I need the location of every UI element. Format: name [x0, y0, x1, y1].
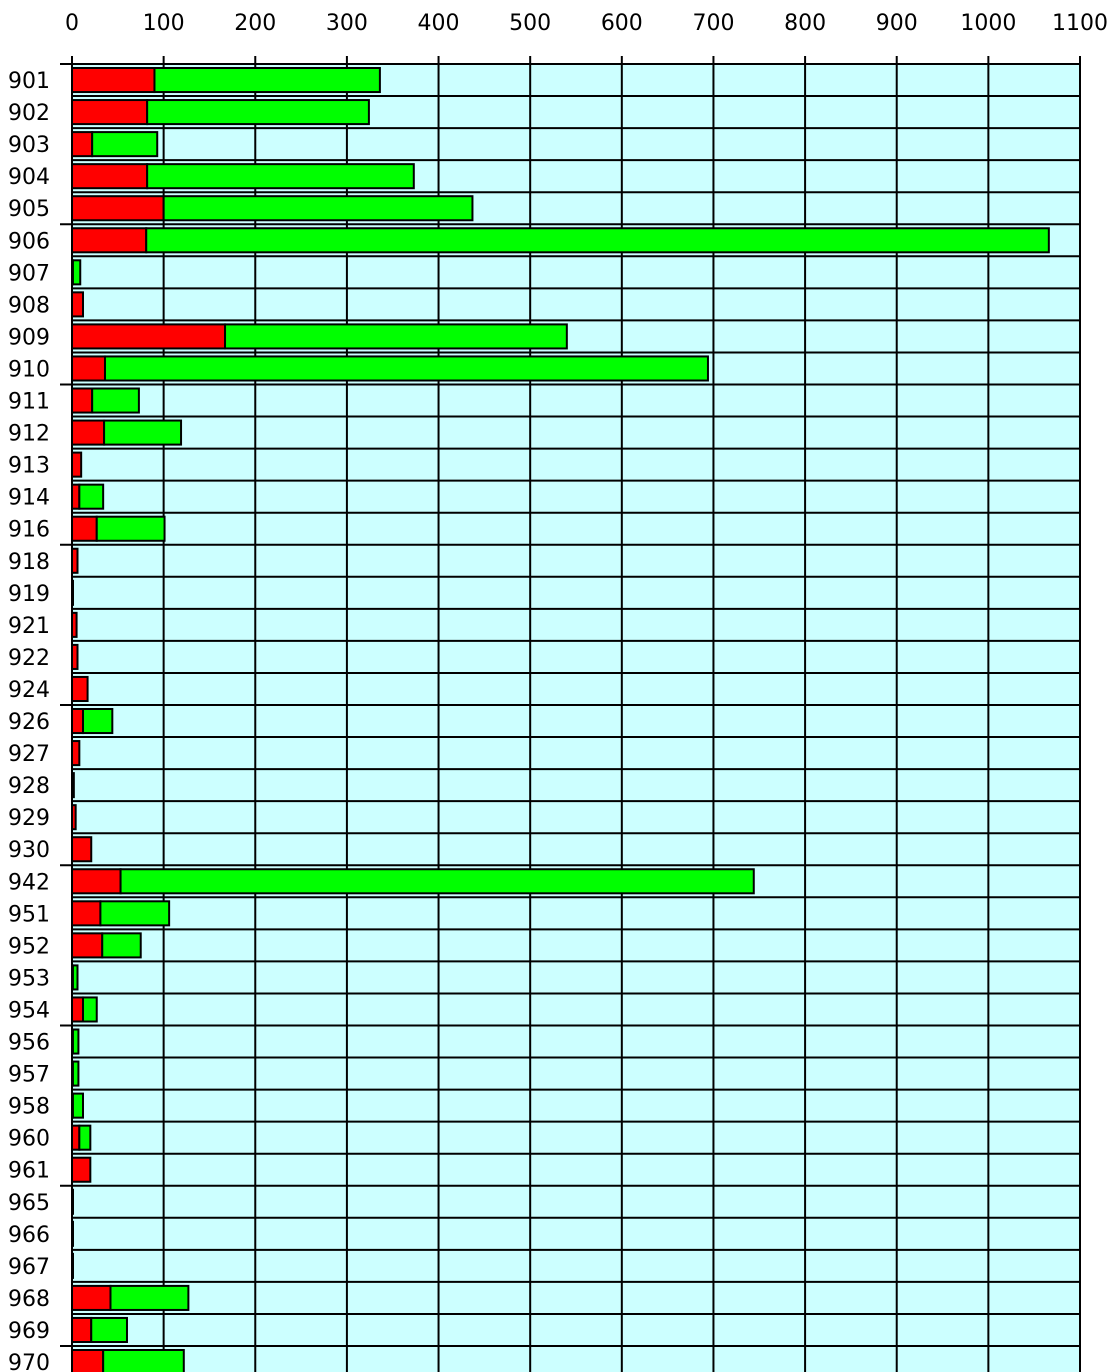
bar-series-1-924 — [72, 677, 88, 701]
bar-series-1-910 — [72, 356, 105, 380]
bar-series-1-906 — [72, 228, 146, 252]
bar-series-1-942 — [72, 869, 121, 893]
category-label: 930 — [8, 838, 50, 864]
bar-series-1-969 — [72, 1318, 91, 1342]
category-label: 969 — [8, 1318, 50, 1344]
bar-series-1-960 — [72, 1126, 79, 1150]
category-label: 908 — [8, 293, 50, 319]
bar-series-2-912 — [104, 421, 181, 445]
bar-series-2-909 — [225, 324, 567, 348]
category-label: 968 — [8, 1286, 50, 1312]
bar-series-1-908 — [72, 292, 83, 316]
bar-series-1-912 — [72, 421, 104, 445]
category-label: 928 — [8, 774, 50, 800]
category-label: 913 — [8, 453, 50, 479]
bar-series-2-926 — [83, 709, 112, 733]
bar-series-1-914 — [72, 485, 79, 509]
bar-series-2-904 — [147, 164, 414, 188]
category-label: 901 — [8, 69, 50, 95]
bar-series-2-957 — [73, 1062, 78, 1086]
category-label: 965 — [8, 1190, 50, 1216]
bar-series-1-904 — [72, 164, 147, 188]
category-label: 914 — [8, 485, 50, 511]
bar-series-2-906 — [146, 228, 1049, 252]
category-label: 958 — [8, 1094, 50, 1120]
x-tick-label: 400 — [417, 11, 460, 36]
bar-series-1-911 — [72, 389, 92, 413]
category-label: 903 — [8, 133, 50, 159]
category-label: 909 — [8, 325, 50, 351]
bar-series-2-942 — [121, 869, 754, 893]
bar-series-1-961 — [72, 1158, 90, 1182]
x-tick-label: 300 — [325, 11, 368, 36]
bar-series-2-970 — [103, 1350, 184, 1372]
bar-series-2-903 — [92, 132, 157, 156]
bar-series-1-951 — [72, 901, 100, 925]
plot-background — [72, 64, 1080, 1372]
category-label: 926 — [8, 710, 50, 736]
bar-series-2-910 — [105, 356, 708, 380]
bar-series-1-905 — [72, 196, 164, 220]
category-label: 960 — [8, 1126, 50, 1152]
category-label: 910 — [8, 357, 50, 383]
x-tick-label: 0 — [65, 11, 79, 36]
x-tick-label: 700 — [692, 11, 735, 36]
category-label: 902 — [8, 101, 50, 127]
bar-series-1-927 — [72, 741, 79, 765]
bar-series-1-901 — [72, 68, 154, 92]
bar-series-1-952 — [72, 933, 102, 957]
category-label: 954 — [8, 998, 50, 1024]
category-label: 966 — [8, 1222, 50, 1248]
bar-series-1-930 — [72, 837, 91, 861]
bar-series-2-953 — [73, 965, 78, 989]
category-label: 918 — [8, 549, 50, 575]
category-label: 916 — [8, 517, 50, 543]
x-tick-label: 100 — [142, 11, 185, 36]
category-label: 912 — [8, 421, 50, 447]
bar-series-2-951 — [100, 901, 169, 925]
x-tick-label: 500 — [509, 11, 552, 36]
bar-series-2-969 — [91, 1318, 127, 1342]
bar-series-2-958 — [73, 1094, 83, 1118]
category-label: 961 — [8, 1158, 50, 1184]
category-label: 957 — [8, 1062, 50, 1088]
x-tick-label: 800 — [784, 11, 827, 36]
bar-series-1-954 — [72, 997, 83, 1021]
y-axis-categories — [8, 69, 50, 1372]
x-tick-label: 200 — [234, 11, 277, 36]
category-label: 906 — [8, 229, 50, 255]
bar-series-1-968 — [72, 1286, 110, 1310]
bar-series-2-911 — [92, 389, 139, 413]
category-label: 942 — [8, 870, 50, 896]
bar-series-2-916 — [97, 517, 165, 541]
bar-series-2-960 — [79, 1126, 90, 1150]
bar-series-2-901 — [154, 68, 379, 92]
bar-series-2-954 — [83, 997, 97, 1021]
category-label: 967 — [8, 1254, 50, 1280]
bar-series-1-902 — [72, 100, 147, 124]
bar-series-2-968 — [110, 1286, 188, 1310]
bar-series-2-952 — [102, 933, 140, 957]
category-label: 952 — [8, 934, 50, 960]
x-tick-label: 900 — [875, 11, 918, 36]
category-label: 924 — [8, 677, 50, 703]
bar-series-2-905 — [164, 196, 473, 220]
bar-series-2-907 — [73, 260, 80, 284]
x-tick-label: 600 — [600, 11, 643, 36]
category-label: 927 — [8, 742, 50, 768]
bar-series-1-970 — [72, 1350, 103, 1372]
category-label: 929 — [8, 806, 50, 832]
category-label: 956 — [8, 1030, 50, 1056]
category-label: 970 — [8, 1351, 50, 1372]
bar-series-1-909 — [72, 324, 225, 348]
bar-series-2-914 — [79, 485, 103, 509]
category-label: 911 — [8, 389, 50, 415]
x-axis-ticks — [65, 11, 1108, 64]
bar-series-1-913 — [72, 453, 81, 477]
bar-series-1-926 — [72, 709, 83, 733]
bar-series-1-916 — [72, 517, 97, 541]
bar-series-2-902 — [147, 100, 369, 124]
bar-series-2-956 — [73, 1030, 78, 1054]
category-label: 922 — [8, 645, 50, 671]
category-label: 951 — [8, 902, 50, 928]
category-label: 953 — [8, 966, 50, 992]
bar-series-1-903 — [72, 132, 92, 156]
category-label: 919 — [8, 581, 50, 607]
category-label: 904 — [8, 165, 50, 191]
x-tick-label: 1100 — [1052, 11, 1108, 36]
x-tick-label: 1000 — [960, 11, 1017, 36]
category-label: 921 — [8, 613, 50, 639]
category-label: 905 — [8, 197, 50, 223]
category-label: 907 — [8, 261, 50, 287]
